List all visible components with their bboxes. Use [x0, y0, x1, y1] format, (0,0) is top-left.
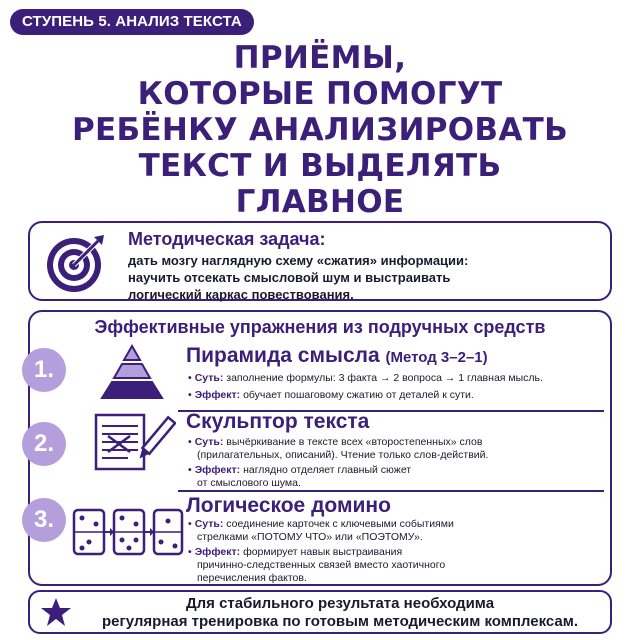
exercise-essence	[188, 436, 488, 462]
exercise-subtitle: (Метод 3–2–1)	[385, 349, 488, 366]
title-line: ГЛАВНОЕ	[235, 184, 405, 220]
exercise-row	[30, 342, 610, 406]
effect-text: перечисления фактов.	[197, 572, 307, 584]
exercise-title	[186, 494, 391, 518]
document-pencil-icon	[88, 412, 176, 472]
effect-label: Эффект:	[194, 546, 241, 558]
task-line: логический каркас повествования.	[128, 287, 354, 302]
exercise-number: 3.	[22, 498, 66, 542]
pyramid-icon	[88, 342, 176, 402]
effect-text: наглядно отделяет главный сюжет	[243, 464, 412, 476]
bullet-icon: •	[188, 546, 192, 558]
essence-text: (прилагательных, описаний). Чтение только слов-действий.	[197, 449, 489, 461]
essence-text: стрелками «ПОТОМУ ЧТО» или «ПОЭТОМУ».	[197, 531, 423, 543]
bullet-icon: •	[188, 518, 192, 530]
bullet-icon: •	[188, 436, 192, 448]
effect-text: причинно-следственных связей вместо хаотичного	[197, 559, 446, 571]
title-line: ТЕКСТ И ВЫДЕЛЯТЬ	[138, 148, 502, 184]
exercise-effect	[188, 546, 445, 585]
essence-label: Суть:	[194, 372, 224, 384]
domino-icon	[72, 504, 184, 564]
effect-text: формирует навык выстраивания	[243, 546, 403, 558]
target-icon	[44, 231, 108, 295]
exercise-effect	[188, 464, 411, 490]
title-line: ПРИЁМЫ,	[233, 40, 407, 76]
title-line: РЕБЁНКУ АНАЛИЗИРОВАТЬ	[71, 112, 569, 148]
essence-text: заполнение формулы: 3 факта → 2 вопроса → 1 главная мысль.	[226, 372, 543, 384]
exercises-heading: Эффективные упражнения из подручных средств	[94, 317, 546, 337]
exercise-title-text: Пирамида смысла	[186, 344, 380, 367]
essence-text: вычёркивание в тексте всех «второстепенных» слов	[226, 436, 483, 448]
exercise-effect	[188, 389, 474, 402]
exercise-title	[186, 344, 488, 368]
exercises-box	[28, 310, 612, 586]
exercise-title-text: Скульптор текста	[186, 410, 370, 433]
effect-text: от смыслового шума.	[197, 477, 301, 489]
bullet-icon: •	[188, 389, 192, 401]
exercise-essence	[188, 372, 543, 385]
exercise-number: 1.	[22, 348, 66, 392]
exercise-row	[30, 492, 610, 584]
task-line: дать мозгу наглядную схему «сжатия» информации:	[128, 253, 469, 268]
footer-line: регулярная тренировка по готовым методическим комплексам.	[101, 613, 579, 630]
exercise-row	[30, 412, 610, 492]
exercise-title	[186, 410, 369, 434]
effect-text: обучает пошаговому сжатию от деталей к сути.	[243, 389, 474, 401]
exercise-number: 2.	[22, 422, 66, 466]
footer-box	[28, 590, 612, 634]
task-text	[128, 252, 468, 303]
essence-text: соединение карточек с ключевыми событиями	[226, 518, 454, 530]
essence-label: Суть:	[194, 436, 224, 448]
task-heading: Методическая задача:	[128, 229, 326, 249]
effect-label: Эффект:	[194, 464, 241, 476]
methodical-task-box	[28, 221, 612, 301]
title-line: КОТОРЫЕ ПОМОГУТ	[137, 76, 503, 112]
step-badge: СТУПЕНЬ 5. АНАЛИЗ ТЕКСТА	[10, 9, 254, 35]
task-line: научить отсекать смысловой шум и выстраивать	[128, 270, 451, 285]
essence-label: Суть:	[194, 518, 224, 530]
footer-text	[70, 595, 610, 631]
footer-line: Для стабильного результата необходима	[185, 595, 495, 612]
bullet-icon: •	[188, 464, 192, 476]
effect-label: Эффект:	[194, 389, 241, 401]
exercise-title-text: Логическое домино	[186, 494, 391, 517]
star-icon	[40, 596, 72, 628]
bullet-icon: •	[188, 372, 192, 384]
page-title	[0, 40, 640, 220]
exercise-essence	[188, 518, 454, 544]
